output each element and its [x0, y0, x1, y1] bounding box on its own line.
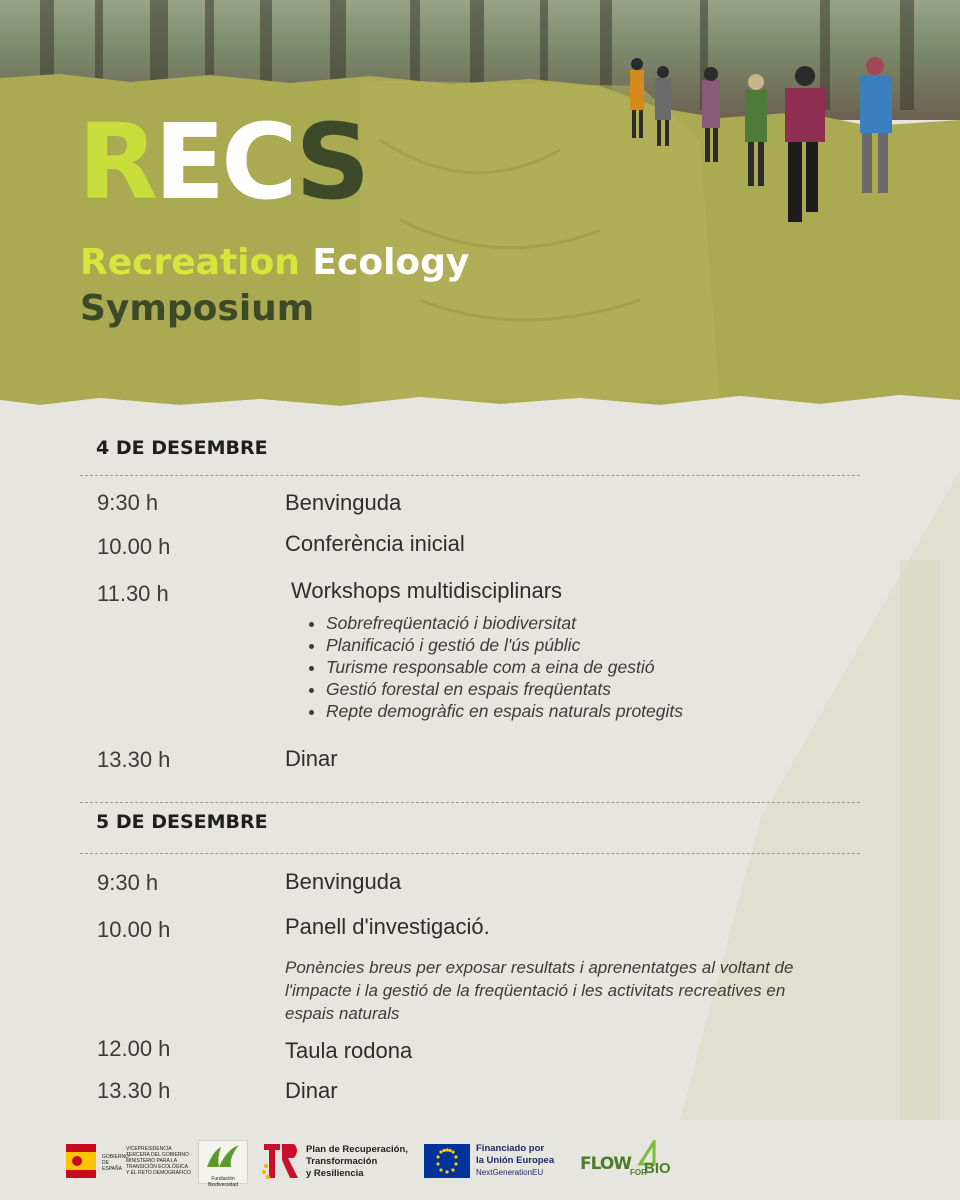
event-acronym: [78, 101, 367, 223]
workshop-item: • Gestió forestal en espais freqüentats: [326, 678, 683, 700]
eu-funding-logo: [424, 1140, 564, 1182]
plan-text-1: Plan de Recuperación,: [306, 1144, 408, 1155]
workshop-item: • Sobrefreqüentació i biodiversitat: [326, 612, 683, 634]
day2-activity-2: Panell d'investigació.: [285, 914, 490, 939]
day1-divider: [80, 475, 860, 476]
panel-note: Ponències breus per exposar resultats i aprenentatges al voltant de l'impacte i la gestió de la freqüentació i les activitats recreatives en espais naturals: [285, 958, 794, 1023]
flow-text-1: FLOW: [580, 1154, 632, 1174]
grass-icon: [199, 1141, 247, 1171]
day1-activity-1: Benvinguda: [285, 490, 402, 515]
eu-text-2: la Unión Europea: [476, 1155, 555, 1166]
recovery-plan-logo: [260, 1140, 410, 1182]
day2-time-3: 12.00 h: [97, 1036, 171, 1061]
gov-ministry-text: VICEPRESIDENCIA TERCERA DEL GOBIERNO · MINISTERIO PARA LA TRANSICIÓN ECOLÓGICA Y EL RETO DEMOGRÁFICO: [126, 1146, 192, 1176]
day2-time-1: 9:30 h: [97, 870, 159, 895]
workshop-item: • Planificació i gestió de l'ús públic: [326, 634, 683, 656]
eu-text-3: NextGenerationEU: [476, 1168, 544, 1177]
event-subtitle: [80, 242, 469, 283]
day1-time-1: 9:30 h: [97, 490, 159, 515]
day2-divider: [80, 853, 860, 854]
day1-time-4: 13.30 h: [97, 747, 171, 772]
eu-flag-icon: [424, 1144, 470, 1178]
day2-activity-4: Dinar: [285, 1078, 338, 1103]
workshop-item: • Turisme responsable com a eina de gestió: [326, 656, 683, 678]
workshop-list: [300, 612, 683, 722]
day1-activity-3: Workshops multidisciplinars: [291, 578, 563, 603]
subtitle-recreation: Recreation: [80, 242, 300, 283]
flow-for-bio-logo: [580, 1140, 671, 1182]
day2-time-4: 13.30 h: [97, 1078, 171, 1103]
day-separator: [80, 802, 860, 803]
acronym-s: S: [295, 101, 367, 223]
day1-activity-4: Dinar: [285, 746, 338, 771]
flow-text-2: FOR: [630, 1168, 647, 1177]
spain-flag-icon: [66, 1140, 100, 1182]
day1-time-3: 11.30 h: [97, 581, 169, 606]
day1-heading: 4 DE DESEMBRE: [96, 437, 268, 459]
day2-time-2: 10.00 h: [97, 917, 171, 942]
header: [0, 0, 960, 425]
day1-activity-2: Conferència inicial: [285, 531, 465, 556]
government-logo: [66, 1140, 190, 1182]
sponsor-logos: [0, 1130, 960, 1190]
day1-time-2: 10.00 h: [97, 534, 171, 559]
gov-spain-text: GOBIERNO DE ESPAÑA: [102, 1154, 129, 1172]
day2-heading: 5 DE DESEMBRE: [96, 811, 268, 833]
day2-activity-3: Taula rodona: [285, 1038, 413, 1063]
fundacion-biodiversidad-logo: [198, 1140, 248, 1188]
workshop-item: • Repte demogràfic en espais naturals protegits: [326, 700, 683, 722]
acronym-ec: EC: [154, 101, 296, 223]
subtitle-symposium: Symposium: [80, 288, 315, 329]
subtitle-ecology: Ecology: [312, 242, 470, 283]
acronym-r: R: [78, 101, 155, 223]
plan-text-2: Transformación: [306, 1156, 378, 1167]
day2-activity-1: Benvinguda: [285, 869, 402, 894]
fund-text: Fundación Biodiversidad: [207, 1176, 239, 1188]
hikers-photo: [610, 30, 930, 230]
plan-text-3: y Resiliencia: [306, 1168, 364, 1179]
flow-text-3: BIO: [644, 1160, 671, 1177]
tr-mark-icon: [260, 1140, 302, 1182]
eu-text-1: Financiado por: [476, 1143, 545, 1154]
